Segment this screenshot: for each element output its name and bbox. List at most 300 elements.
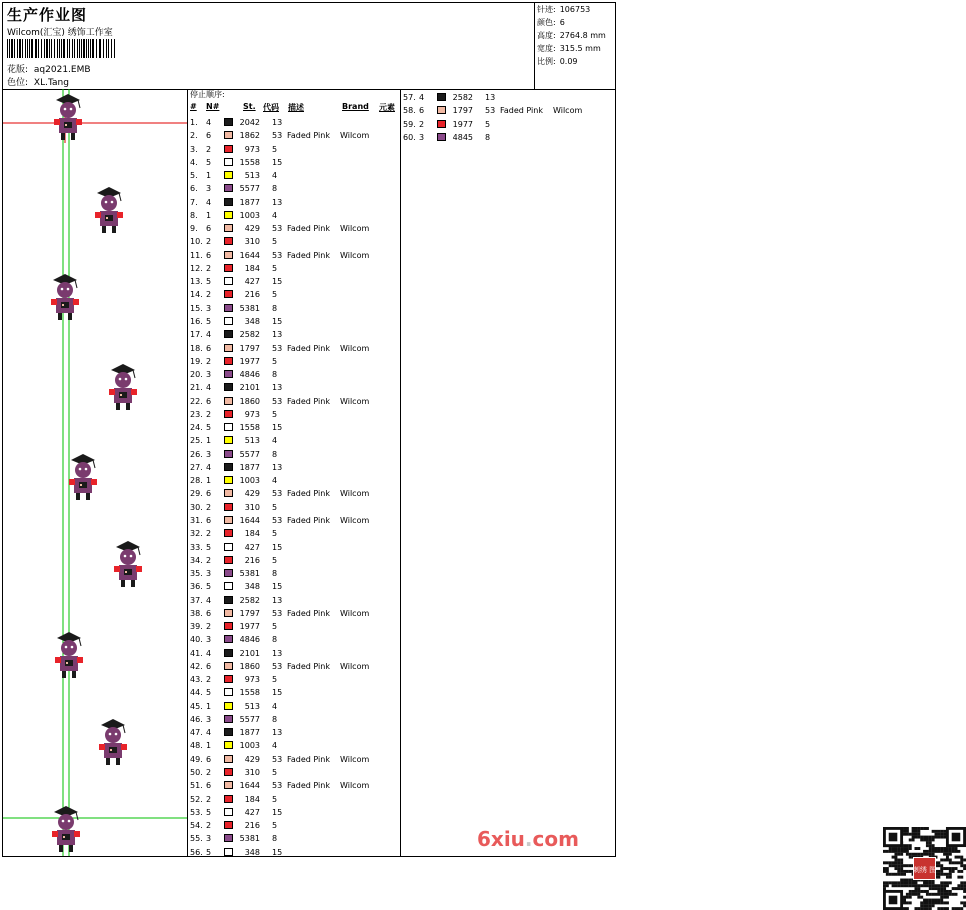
stitch-count: 8: [272, 303, 278, 313]
stop-number: 29.: [190, 489, 203, 499]
stop-sequence-table: [188, 89, 401, 856]
stitch-count: 53: [272, 131, 283, 141]
thread-code: 184: [244, 794, 260, 804]
table-row: [190, 607, 400, 620]
watermark: [477, 827, 579, 851]
stitch-count: 4: [272, 436, 278, 446]
stop-number: 55.: [190, 834, 203, 844]
table-row: [190, 700, 400, 713]
thread-code: 429: [244, 224, 260, 234]
needle-number: 1: [206, 436, 212, 446]
table-row: [190, 342, 400, 355]
needle-number: 2: [206, 555, 212, 565]
color-swatch: [224, 821, 233, 829]
stop-number: 54.: [190, 821, 203, 831]
watermark-site: 6xiu: [477, 827, 525, 851]
color-swatch: [224, 675, 233, 683]
stitch-count: 5: [272, 794, 278, 804]
thread-code: 1644: [239, 515, 260, 525]
thread-code: 5577: [239, 184, 260, 194]
stop-number: 52.: [190, 794, 203, 804]
stitch-count: 15: [272, 157, 283, 167]
thread-brand: Wilcom: [340, 661, 370, 671]
stop-rows: [190, 116, 400, 859]
stitch-count: 5: [272, 622, 278, 632]
stitch-count: 5: [272, 821, 278, 831]
color-swatch: [224, 702, 233, 710]
table-row: [190, 660, 400, 673]
thread-code: 1860: [239, 396, 260, 406]
thread-code: 1977: [239, 356, 260, 366]
color-swatch: [224, 410, 233, 418]
color-swatch: [224, 251, 233, 259]
thread-code: 1977: [239, 622, 260, 632]
table-row: [190, 222, 400, 235]
thread-code: 1877: [239, 197, 260, 207]
needle-number: 2: [206, 675, 212, 685]
stitch-count: 53: [272, 608, 283, 618]
thread-code: 184: [244, 529, 260, 539]
color-swatch: [224, 688, 233, 696]
thread-code: 216: [244, 555, 260, 565]
stop-number: 51.: [190, 781, 203, 791]
needle-number: 5: [206, 688, 212, 698]
needle-number: 5: [206, 423, 212, 433]
thread-brand: Wilcom: [340, 343, 370, 353]
table-row: [190, 368, 400, 381]
colorway-label: 色位:: [7, 78, 29, 88]
needle-number: 6: [206, 754, 212, 764]
thread-code: 216: [244, 821, 260, 831]
thread-brand: Wilcom: [340, 608, 370, 618]
stop-number: 10.: [190, 237, 203, 247]
thread-description: Faded Pink: [500, 106, 543, 116]
stop-number: 27.: [190, 462, 203, 472]
color-swatch: [224, 768, 233, 776]
table-row: [190, 620, 400, 633]
table-row: [190, 448, 400, 461]
stop-sequence-table-continued: [401, 89, 937, 874]
stop-number: 59.: [403, 119, 416, 129]
color-swatch: [224, 556, 233, 564]
thread-code: 1003: [239, 210, 260, 220]
stitch-count: 15: [272, 807, 283, 817]
thread-code: 310: [244, 768, 260, 778]
stitch-count: 53: [272, 489, 283, 499]
needle-number: 5: [206, 582, 212, 592]
thread-code: 2582: [239, 595, 260, 605]
needle-number: 6: [206, 131, 212, 141]
needle-number: 3: [206, 184, 212, 194]
table-row: [190, 156, 400, 169]
table-row: [190, 381, 400, 394]
stitch-count: 5: [485, 119, 491, 129]
colorway: [7, 75, 69, 88]
needle-number: 4: [206, 595, 212, 605]
needle-number: 2: [206, 144, 212, 154]
needle-number: 2: [206, 290, 212, 300]
stop-number: 9.: [190, 224, 198, 234]
stop-number: 57.: [403, 93, 416, 102]
thread-code: 429: [244, 489, 260, 499]
stop-number: 32.: [190, 529, 203, 539]
thread-code: 1797: [239, 343, 260, 353]
stop-number: 46.: [190, 714, 203, 724]
thread-description: Faded Pink: [287, 343, 330, 353]
stitch-count: 15: [272, 542, 283, 552]
stop-number: 22.: [190, 396, 203, 406]
needle-number: 4: [206, 383, 212, 393]
header-no: #: [190, 102, 197, 111]
thread-code: 1877: [239, 728, 260, 738]
needle-number: 1: [206, 701, 212, 711]
stop-number: 37.: [190, 595, 203, 605]
stop-number: 31.: [190, 515, 203, 525]
color-swatch: [224, 596, 233, 604]
stop-number: 17.: [190, 330, 203, 340]
stop-number: 1.: [190, 118, 198, 127]
stat-width: [535, 42, 616, 55]
stop-rows-continued: [403, 91, 613, 144]
stitch-count: 53: [272, 343, 283, 353]
thread-code: 4846: [239, 370, 260, 380]
table-row: [190, 235, 400, 248]
thread-code: 427: [244, 807, 260, 817]
stop-number: 34.: [190, 555, 203, 565]
thread-brand: Wilcom: [340, 489, 370, 499]
table-row: [190, 580, 400, 593]
stitch-count: 4: [272, 171, 278, 181]
table-row: [190, 541, 400, 554]
stop-number: 30.: [190, 502, 203, 512]
stop-number: 14.: [190, 290, 203, 300]
stitch-count: 13: [272, 462, 283, 472]
stitch-count: 53: [485, 106, 496, 116]
needle-number: 2: [206, 622, 212, 632]
thread-brand: Wilcom: [340, 396, 370, 406]
thread-code: 1558: [239, 157, 260, 167]
stop-number: 15.: [190, 303, 203, 313]
color-swatch: [437, 133, 446, 141]
stop-number: 53.: [190, 807, 203, 817]
color-swatch: [224, 489, 233, 497]
stop-number: 39.: [190, 622, 203, 632]
thread-code: 429: [244, 754, 260, 764]
stitch-count: 15: [272, 847, 283, 857]
needle-number: 6: [206, 343, 212, 353]
qr-seal-text: 刺绣 图: [912, 866, 937, 874]
stitch-count: 5: [272, 237, 278, 247]
stat-value: 6: [559, 18, 565, 27]
color-swatch: [224, 543, 233, 551]
design-preview: [3, 89, 188, 856]
needle-number: 2: [206, 768, 212, 778]
thread-code: 1877: [239, 462, 260, 472]
table-row: [190, 395, 400, 408]
needle-number: 5: [206, 157, 212, 167]
table-row: [190, 143, 400, 156]
stitch-count: 53: [272, 224, 283, 234]
color-swatch: [224, 450, 233, 458]
color-swatch: [224, 741, 233, 749]
thread-brand: Wilcom: [340, 224, 370, 234]
thread-brand: Wilcom: [340, 250, 370, 260]
stitch-count: 5: [272, 290, 278, 300]
needle-number: 4: [419, 93, 425, 102]
needle-number: 5: [206, 807, 212, 817]
table-row: [190, 527, 400, 540]
stop-number: 24.: [190, 423, 203, 433]
design-name: [7, 62, 91, 75]
table-row: [190, 819, 400, 832]
table-header: [190, 102, 400, 114]
thread-code: 513: [244, 701, 260, 711]
stitch-count: 5: [272, 555, 278, 565]
production-sheet: [2, 2, 937, 874]
table-row: [190, 779, 400, 792]
header-elements: 元素: [379, 103, 395, 112]
color-swatch: [224, 728, 233, 736]
needle-number: 3: [206, 714, 212, 724]
thread-brand: Wilcom: [340, 781, 370, 791]
thread-code: 4845: [452, 132, 473, 142]
stitch-count: 5: [272, 768, 278, 778]
color-swatch: [224, 171, 233, 179]
stop-number: 49.: [190, 754, 203, 764]
colorway-value: XL.Tang: [33, 78, 69, 88]
stop-number: 12.: [190, 263, 203, 273]
stop-number: 36.: [190, 582, 203, 592]
thread-code: 1003: [239, 741, 260, 751]
table-row: [190, 474, 400, 487]
color-swatch: [224, 357, 233, 365]
stitch-count: 53: [272, 250, 283, 260]
needle-number: 6: [206, 489, 212, 499]
thread-description: Faded Pink: [287, 754, 330, 764]
color-swatch: [224, 344, 233, 352]
stat-scale: [535, 55, 616, 68]
table-row: [190, 753, 400, 766]
thread-code: 973: [244, 675, 260, 685]
table-row: [190, 182, 400, 195]
stitch-count: 8: [272, 184, 278, 194]
stitch-count: 8: [485, 132, 491, 142]
color-swatch: [224, 118, 233, 126]
stitch-count: 5: [272, 263, 278, 273]
thread-code: 1558: [239, 423, 260, 433]
thread-code: 513: [244, 171, 260, 181]
needle-number: 2: [206, 263, 212, 273]
embroidery-motif: [99, 719, 127, 765]
stitch-count: 15: [272, 277, 283, 287]
color-swatch: [224, 834, 233, 842]
stat-colors: [535, 16, 616, 29]
needle-number: 2: [206, 821, 212, 831]
table-row: [190, 262, 400, 275]
stop-number: 42.: [190, 661, 203, 671]
color-swatch: [224, 795, 233, 803]
thread-description: Faded Pink: [287, 608, 330, 618]
needle-number: 3: [206, 303, 212, 313]
stop-number: 45.: [190, 701, 203, 711]
stitch-count: 13: [272, 648, 283, 658]
color-swatch: [224, 529, 233, 537]
color-swatch: [224, 383, 233, 391]
stop-number: 33.: [190, 542, 203, 552]
stitch-count: 53: [272, 661, 283, 671]
table-row: [190, 129, 400, 142]
needle-number: 2: [206, 237, 212, 247]
stitch-count: 4: [272, 741, 278, 751]
needle-number: 2: [206, 502, 212, 512]
watermark-tld: com: [532, 827, 579, 851]
table-row: [190, 116, 400, 129]
embroidery-motif: [95, 187, 123, 233]
needle-number: 6: [206, 250, 212, 260]
needle-number: 4: [206, 648, 212, 658]
thread-code: 427: [244, 277, 260, 287]
thread-code: 1644: [239, 250, 260, 260]
table-row: [190, 421, 400, 434]
color-swatch: [224, 290, 233, 298]
stitch-count: 13: [272, 118, 283, 127]
stop-number: 35.: [190, 569, 203, 579]
color-swatch: [224, 781, 233, 789]
color-swatch: [224, 503, 233, 511]
thread-code: 310: [244, 237, 260, 247]
stop-number: 41.: [190, 648, 203, 658]
thread-description: Faded Pink: [287, 396, 330, 406]
table-row: [190, 514, 400, 527]
color-swatch: [224, 569, 233, 577]
needle-number: 3: [206, 370, 212, 380]
stitch-count: 53: [272, 396, 283, 406]
embroidery-motif: [69, 454, 97, 500]
barcode-icon: [7, 39, 117, 58]
thread-code: 4846: [239, 635, 260, 645]
table-row: [190, 726, 400, 739]
needle-number: 4: [206, 330, 212, 340]
thread-code: 427: [244, 542, 260, 552]
embroidery-motif: [114, 541, 142, 587]
stitch-count: 8: [272, 449, 278, 459]
stat-value: 0.09: [559, 57, 578, 66]
stitch-count: 5: [272, 529, 278, 539]
needle-number: 4: [206, 197, 212, 207]
thread-code: 1797: [452, 106, 473, 116]
color-swatch: [224, 330, 233, 338]
table-row: [190, 461, 400, 474]
stitch-count: 5: [272, 675, 278, 685]
thread-description: Faded Pink: [287, 515, 330, 525]
needle-number: 4: [206, 118, 212, 127]
color-swatch: [224, 715, 233, 723]
thread-code: 1797: [239, 608, 260, 618]
stop-sequence-title: 停止顺序:: [190, 90, 225, 99]
needle-number: 6: [206, 781, 212, 791]
needle-number: 5: [206, 316, 212, 326]
stitch-count: 15: [272, 423, 283, 433]
stitch-count: 53: [272, 781, 283, 791]
embroidery-motif: [52, 806, 80, 852]
table-row: [190, 408, 400, 421]
color-swatch: [224, 304, 233, 312]
stop-number: 5.: [190, 171, 198, 181]
thread-code: 1644: [239, 781, 260, 791]
table-row: [190, 554, 400, 567]
thread-description: Faded Pink: [287, 489, 330, 499]
table-row: [190, 434, 400, 447]
header-needle: N#: [206, 102, 220, 111]
stop-number: 13.: [190, 277, 203, 287]
stop-number: 48.: [190, 741, 203, 751]
embroidery-motif: [51, 274, 79, 320]
stitch-count: 8: [272, 714, 278, 724]
stitch-count: 5: [272, 144, 278, 154]
color-swatch: [224, 582, 233, 590]
stitch-count: 13: [272, 595, 283, 605]
color-swatch: [224, 662, 233, 670]
color-swatch: [224, 184, 233, 192]
color-swatch: [224, 635, 233, 643]
stat-value: 2764.8 mm: [559, 31, 606, 40]
thread-code: 348: [244, 847, 260, 857]
thread-code: 973: [244, 144, 260, 154]
thread-code: 5381: [239, 303, 260, 313]
stitch-count: 13: [485, 93, 496, 102]
thread-description: Faded Pink: [287, 131, 330, 141]
thread-code: 348: [244, 316, 260, 326]
table-row: [190, 766, 400, 779]
needle-number: 5: [206, 542, 212, 552]
stop-number: 2.: [190, 131, 198, 141]
page-title: 生产作业图: [7, 6, 88, 24]
needle-number: 4: [206, 462, 212, 472]
table-row: [190, 673, 400, 686]
table-row: [190, 275, 400, 288]
needle-number: 3: [206, 635, 212, 645]
color-swatch: [224, 145, 233, 153]
stop-number: 47.: [190, 728, 203, 738]
stitch-count: 15: [272, 582, 283, 592]
stitch-count: 8: [272, 635, 278, 645]
stop-number: 18.: [190, 343, 203, 353]
stitch-count: 15: [272, 688, 283, 698]
header-brand: Brand: [342, 102, 369, 111]
thread-code: 973: [244, 409, 260, 419]
thread-code: 348: [244, 582, 260, 592]
table-row: [190, 793, 400, 806]
header-desc: 描述: [288, 103, 304, 112]
table-row: [190, 806, 400, 819]
table-row: [190, 302, 400, 315]
stitch-count: 4: [272, 701, 278, 711]
stop-number: 28.: [190, 476, 203, 486]
stitch-count: 5: [272, 356, 278, 366]
table-row: [190, 846, 400, 859]
stop-number: 40.: [190, 635, 203, 645]
thread-code: 310: [244, 502, 260, 512]
stat-height: [535, 29, 616, 42]
table-row: [403, 131, 613, 144]
thread-code: 184: [244, 263, 260, 273]
thread-code: 2582: [452, 93, 473, 102]
color-swatch: [224, 237, 233, 245]
thread-description: Faded Pink: [287, 250, 330, 260]
thread-description: Faded Pink: [287, 781, 330, 791]
company-name: Wilcom(汇宝) 绣饰工作室: [7, 28, 113, 38]
stop-number: 25.: [190, 436, 203, 446]
